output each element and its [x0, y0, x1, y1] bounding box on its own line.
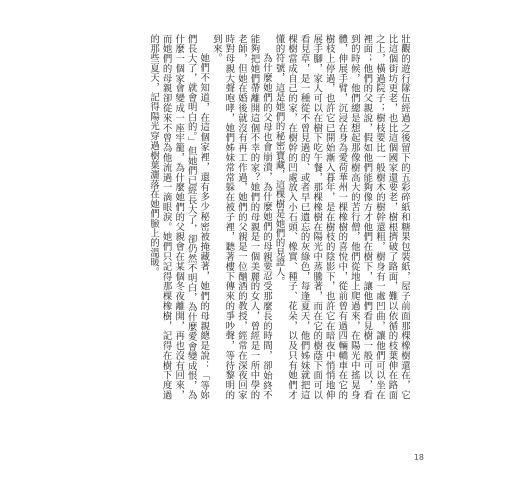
paragraph: 壯觀的遊行隊伍經過之後留下的五彩碎紙和糖果包裝紙，屋子前面那棵橡樹還在，它比這個街坊更老，也比這個國家還要老，樹根擠破了路面，難以依循的枝葉伸在路面之上，橫過院子；樹枝要比一般樹木的樹幹還粗，樹身有一處凹曲，讓他們可以坐在裡面；他們的父親說，假如他們能夠像方才他們在樹下，讓他們看見樹一般可以，看到的時候，他們總是想起那像樹高大的苦行僧，他們從地上爬過來，在陽光中搖晃身體，伸展手臂，沉浸在身為愛荷華州一棵橡樹的喜悅中，從前曾有過四輛轎車在它的樹枝上停過，也許它已開始漸入暮年，是在樹枝的陰影下，也許它在暗夜中悄悄地伸展手腳，家人可以在樹下吃午餐，那棵橡樹在陽光中蒸騰著，而在它的樹蔭下面可以看見草，是一種從不曾見過的、或者早已遺忘的灰綠色，每逢夏天，他們姊妹就把這棵樹當成自己的家，在樹幹的凹處放入小石頭、橡實、種子、花朵，以及只有她們才懂的符號，這是她們的秘密寶藏，這棵樹是她們的見證人。	[273, 34, 410, 400]
page-number: 18	[413, 453, 424, 462]
paragraph: 為什麼她們的父母也會崩潰，為什麼她們的母親要忍受那麼長的時間，卻始終不能夠把她們帶離開這個不幸的家？她們的母親是一個美麗的女人，曾經是一所中學的老師，但她在婚後就沒有再工作過，她們的父親是一位酗酒的教授，經常在深夜回家時對母親大聲咆哮，她們姊妹常常躲在被子裡，聽著樓下傳來的爭吵聲，等待黎明的到來。	[210, 34, 272, 400]
vertical-text-body	[108, 34, 410, 400]
paragraph: 她們不知道，在這個家裡，還有多少秘密被掩藏著，她們的母親總是說：「等妳們長大了，就會明白的。」但她們已經長大了，卻仍然不明白，為什麼愛會變成恨，為什麼一個家會變成一座牢籠，為什麼她們的父親會在某個冬夜離開，再也沒有回來，而她們的母親卻從來不曾為他流過一滴眼淚。她們只記得那棵橡樹，記得在樹下度過的那些夏天，記得陽光穿過樹葉灑落在她們臉上的溫暖。	[148, 34, 210, 400]
